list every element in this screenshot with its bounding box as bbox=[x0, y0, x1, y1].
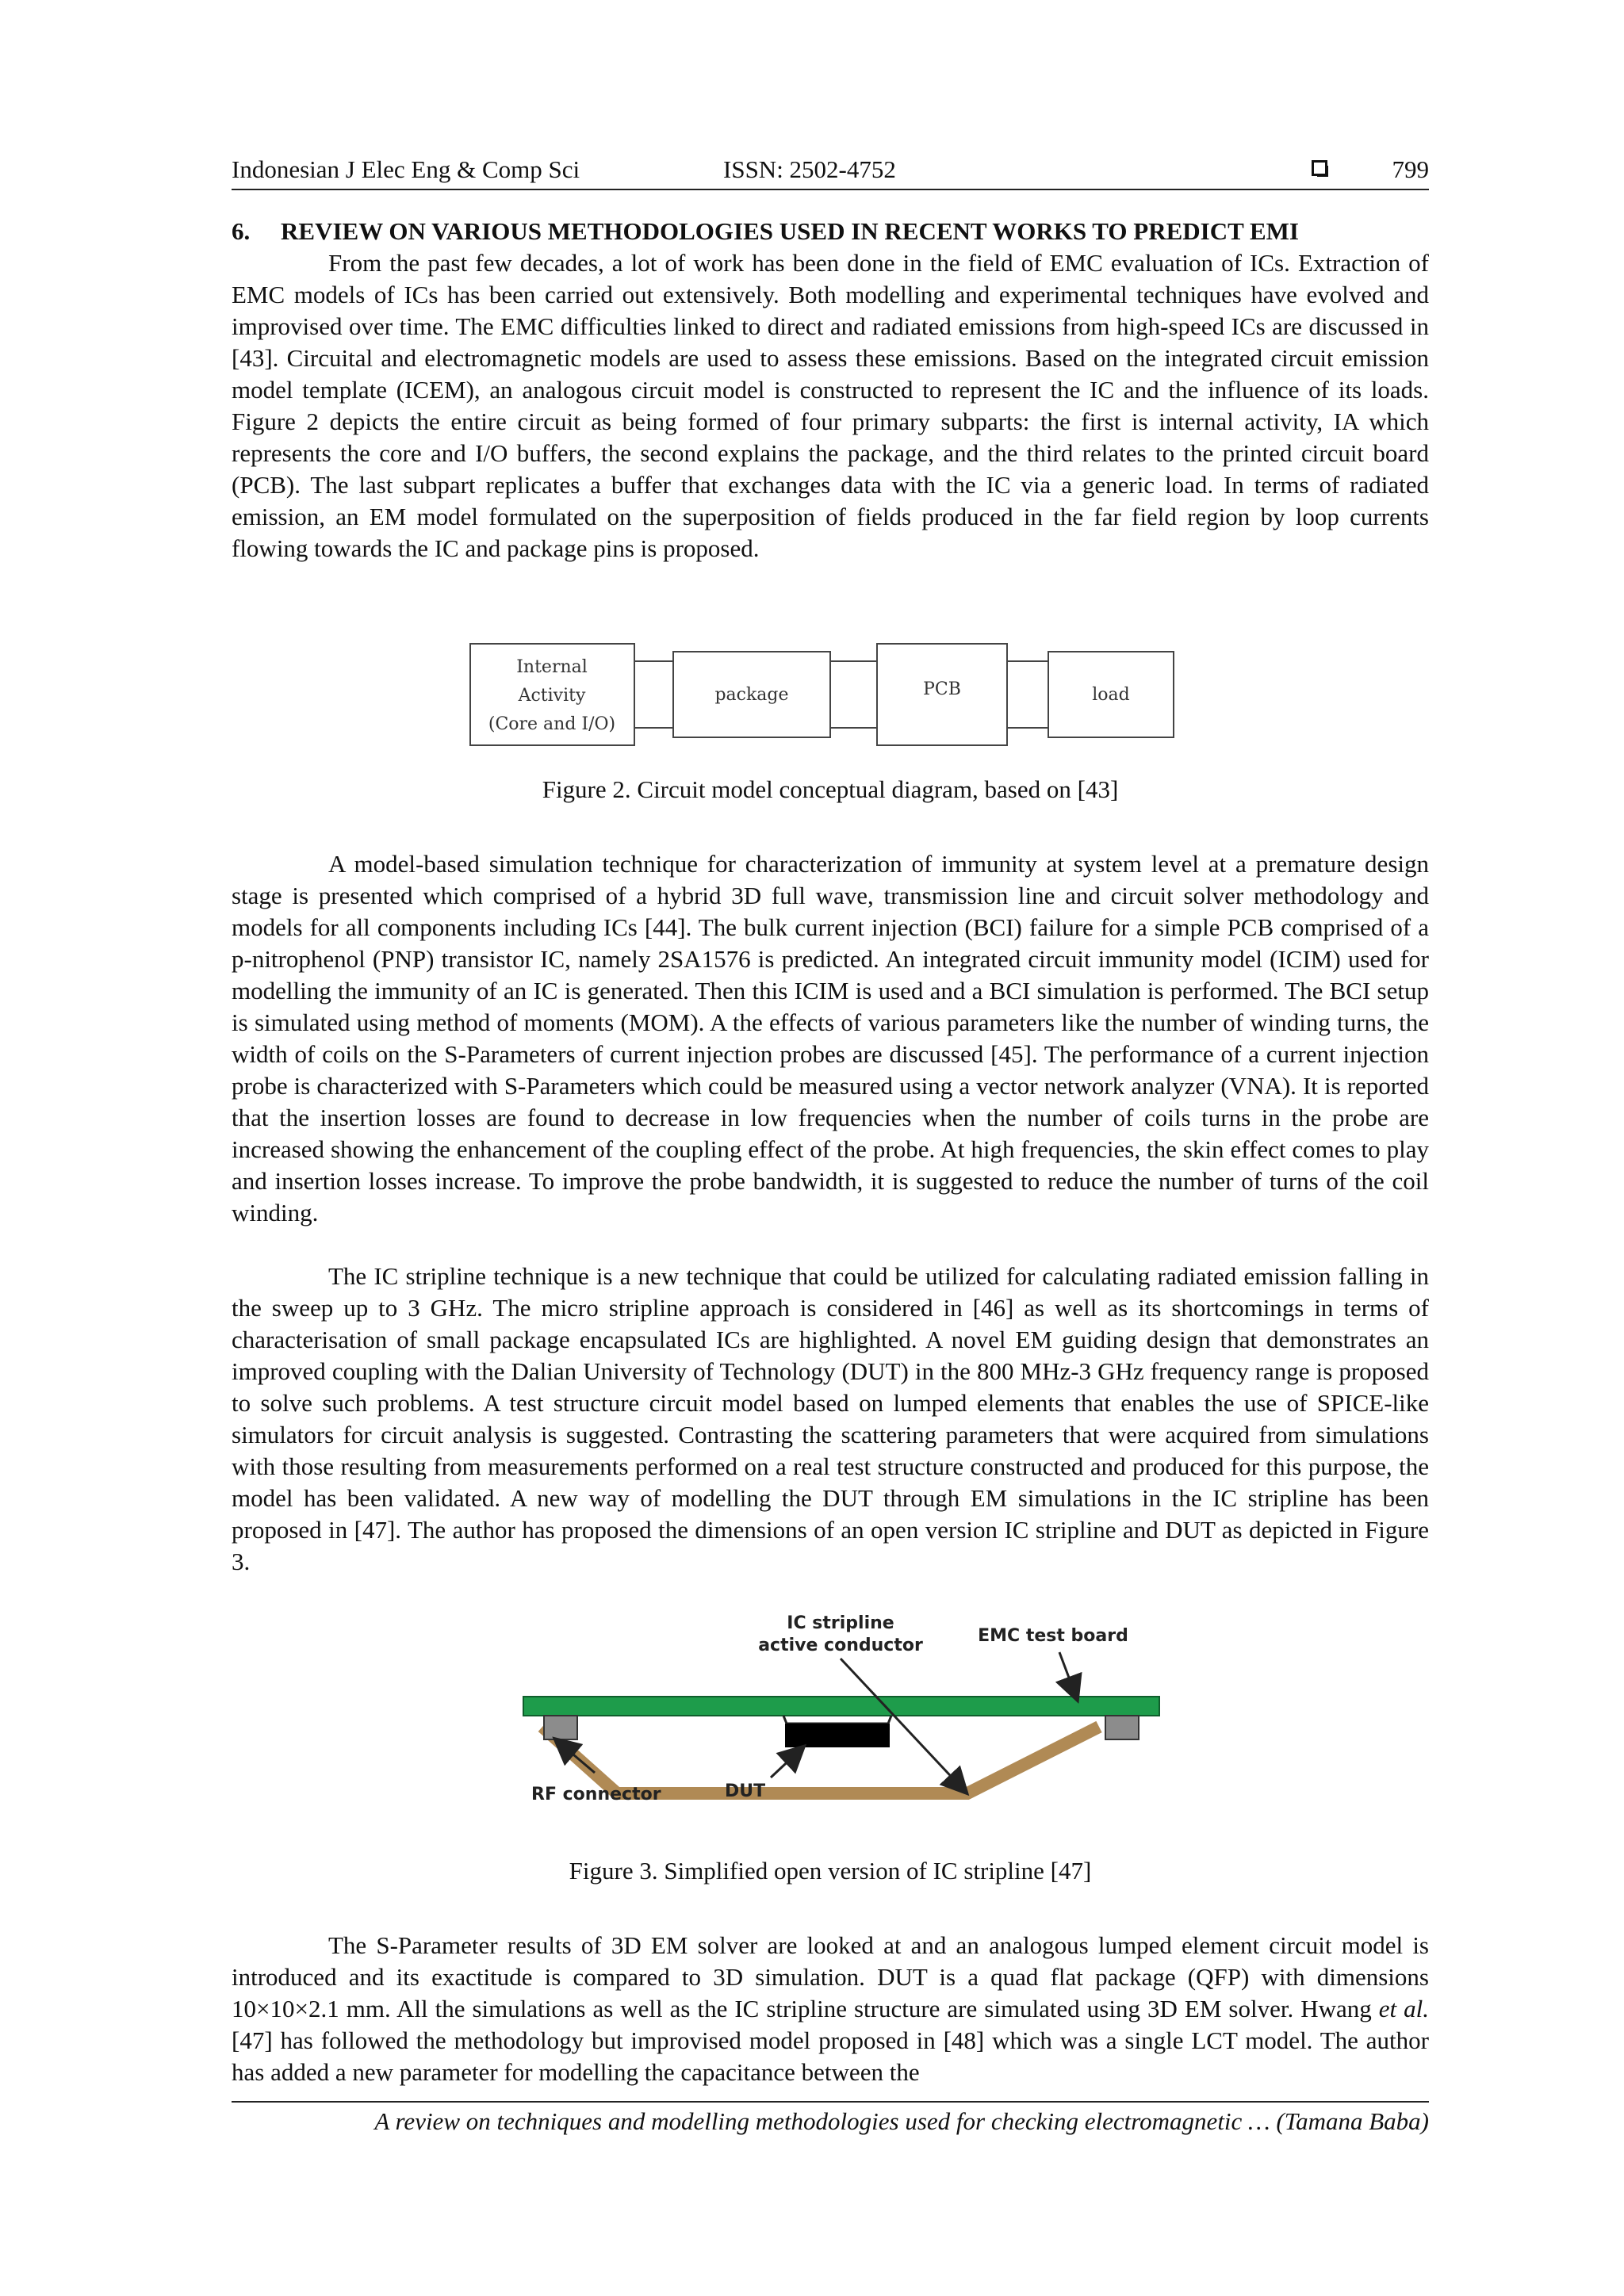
paragraph-1-text: From the past few decades, a lot of work has been done in the field of EMC evaluation of ICs. Extraction of EMC models of ICs has been carried out extensively. Both modelling and experimental techniques have evolved and improvised over time. The EMC difficulties linked to direct and radiated emissions from high-speed ICs are discussed in [43]. Circuital and electromagnetic models are used to assess these emissions. Based on the integrated circuit emission model template (ICEM), an analogous circuit model is constructed to represent the IC and the influence of its loads. Figure 2 depicts the entire circuit as being formed of four primary subparts: the first is internal activity, IA which represents the core and I/O buffers, the second explains the package, and the third relates to the printed circuit board (PCB). The last subpart replicates a buffer that exchanges data with the IC via a generic load. In terms of radiated emission, an EM model formulated on the superposition of fields produced in the far field region by loop currents flowing towards the IC and package pins is proposed. bbox=[232, 249, 1429, 562]
section-number: 6. bbox=[232, 217, 251, 245]
emc-board-label: EMC test board bbox=[978, 1626, 1128, 1646]
dut-chip-leads bbox=[783, 1716, 891, 1724]
stripline-label-line-1: IC stripline bbox=[787, 1613, 894, 1633]
paragraph-3 bbox=[232, 1261, 1429, 1578]
paragraph-2 bbox=[232, 848, 1429, 1229]
stripline-arrow bbox=[841, 1659, 959, 1785]
figure-2-caption: Figure 2. Circuit model conceptual diagram, based on [43] bbox=[542, 775, 1119, 803]
internal-activity-line-1: Internal bbox=[516, 657, 588, 677]
dut-chip bbox=[785, 1724, 890, 1747]
dut-arrow bbox=[771, 1754, 796, 1777]
header-divider bbox=[232, 189, 1429, 190]
paragraph-2-text: A model-based simulation technique for characterization of immunity at system level at a premature design stage is presented which comprised of a hybrid 3D full wave, transmission line and circuit solver methodology and models for all components including ICs [44]. The bulk current injection (BCI) failure for a simple PCB comprised of a p-nitrophenol (PNP) transistor IC, namely 2SA1576 is predicted. An integrated circuit immunity model (ICIM) used for modelling the immunity of an IC is generated. Then this ICIM is used and a BCI simulation is performed. The BCI setup is simulated using method of moments (MOM). A the effects of various parameters like the number of winding turns, the width of coils on the S-Parameters of current injection probes are discussed [45]. The performance of a current injection probe is characterized with S-Parameters which could be measured using a vector network analyzer (VNA). It is reported that the insertion losses are found to decrease in low frequencies when the number of coils turns in the probe are increased showing the enhancement of the coupling effect of the probe. At high frequencies, the skin effect comes to play and insertion losses increase. To improve the probe bandwidth, it is suggested to reduce the number of turns of the coil winding. bbox=[232, 850, 1429, 1226]
internal-activity-line-3: (Core and I/O) bbox=[488, 714, 616, 734]
issn: ISSN: 2502-4752 bbox=[723, 155, 896, 183]
page-footer: A review on techniques and modelling methodologies used for checking electromagnetic … (Tamana Baba) bbox=[374, 2107, 1429, 2135]
checkbox-square-icon bbox=[1312, 160, 1327, 176]
figure-2-diagram bbox=[469, 639, 1175, 753]
paragraph-1 bbox=[232, 247, 1429, 564]
paragraph-4-et-al: et al. bbox=[1378, 1995, 1429, 2022]
page-header bbox=[232, 152, 1429, 192]
dut-label: DUT bbox=[725, 1781, 766, 1801]
page-number: 799 bbox=[1392, 155, 1429, 183]
figure-3-diagram bbox=[515, 1609, 1166, 1823]
paragraph-4-text-b: [47] has followed the methodology but improvised model proposed in [48] which was a single LCT model. The author has added a new parameter for modelling the capacitance between the bbox=[232, 2026, 1429, 2086]
paragraph-3-text: The IC stripline technique is a new technique that could be utilized for calculating radiated emission falling in the sweep up to 3 GHz. The micro stripline approach is considered in [46] as well as its shortcomings in terms of characterisation of small package encapsulated ICs are highlighted. A novel EM guiding design that demonstrates an improved coupling with the Dalian University of Technology (DUT) in the 800 MHz-3 GHz frequency range is proposed to solve such problems. A test structure circuit model based on lumped elements that enables the use of SPICE-like simulators for circuit analysis is suggested. Contrasting the scattering parameters that were acquired from simulations with those resulting from measurements performed on a real test structure constructed and produced for this purpose, the model has been validated. A new way of modelling the DUT through EM simulations in the IC stripline has been proposed in [47]. The author has proposed the dimensions of an open version IC stripline and DUT as depicted in Figure 3. bbox=[232, 1262, 1429, 1575]
journal-name: Indonesian J Elec Eng & Comp Sci bbox=[232, 155, 580, 183]
paragraph-4 bbox=[232, 1930, 1429, 2088]
stripline-label-line-2: active conductor bbox=[758, 1636, 923, 1655]
emc-board-arrow bbox=[1059, 1652, 1074, 1690]
emc-test-board bbox=[523, 1697, 1159, 1716]
rf-connector-right bbox=[1105, 1716, 1139, 1739]
figure-3-caption: Figure 3. Simplified open version of IC stripline [47] bbox=[569, 1857, 1092, 1885]
package-label: package bbox=[714, 685, 789, 705]
internal-activity-line-2: Activity bbox=[518, 686, 586, 706]
paragraph-4-text-a: The S-Parameter results of 3D EM solver are looked at and an analogous lumped element circuit model is introduced and its exactitude is compared to 3D simulation. DUT is a quad flat package (QFP) with dimensions 10×10×2.1 mm. All the simulations as well as the IC stripline structure are simulated using 3D EM solver. Hwang bbox=[232, 1931, 1429, 2022]
rf-connector-arrow bbox=[563, 1746, 595, 1773]
rf-connector-label: RF connector bbox=[531, 1785, 661, 1804]
rf-connector-left bbox=[544, 1716, 577, 1739]
load-label: load bbox=[1092, 685, 1130, 705]
section-title: REVIEW ON VARIOUS METHODOLOGIES USED IN RECENT WORKS TO PREDICT EMI bbox=[281, 217, 1299, 245]
section-heading bbox=[232, 216, 1429, 247]
pcb-label: PCB bbox=[923, 679, 961, 699]
footer-divider bbox=[232, 2101, 1429, 2103]
